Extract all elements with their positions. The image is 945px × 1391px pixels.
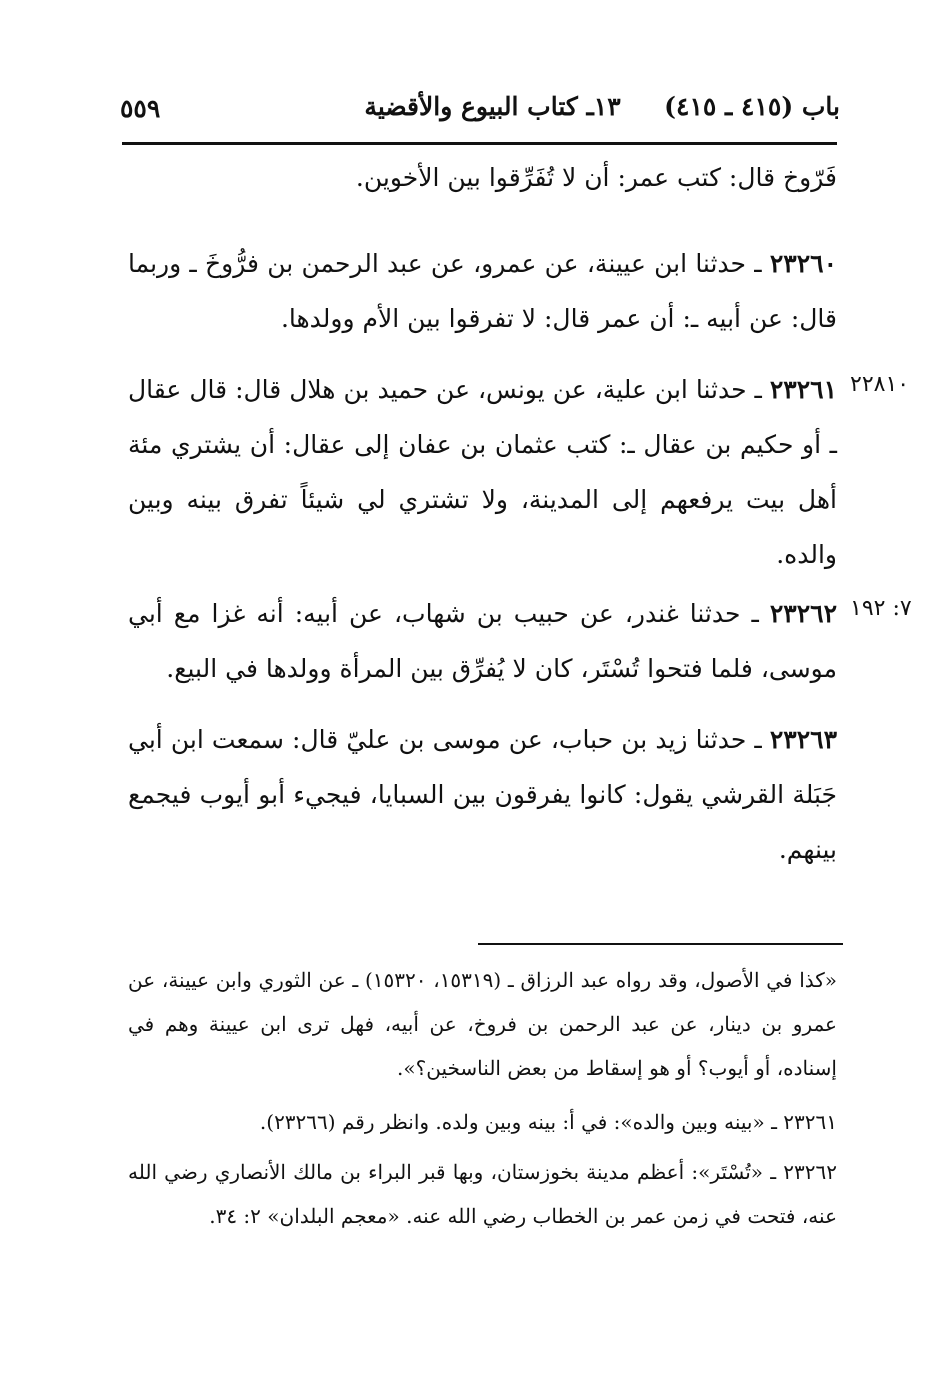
hadith-number: ٢٣٢٦١ <box>769 375 837 404</box>
hadith-23260 <box>128 236 837 346</box>
hadith-text: ـ حدثنا ابن عيينة، عن عمرو، عن عبد الرحمن بن فرُّوخَ ـ وربما قال: عن أبيه ـ: أن عمر قال: لا تفرقوا بين الأم وولدها. <box>128 249 837 333</box>
hadith-23262 <box>128 586 837 696</box>
paragraph-text: فَرّوخ قال: كتب عمر: أن لا تُفَرِّقوا بين الأخوين. <box>355 163 837 192</box>
hadith-number: ٢٣٢٦٠ <box>769 249 837 278</box>
paragraph-continuation <box>128 150 837 205</box>
header-divider <box>122 142 837 145</box>
footnote: ٢٣٢٦٢ ـ «تُسْتَر»: أعظم مدينة بخوزستان، وبها قبر البراء بن مالك الأنصاري رضي الله عنه، فتحت في زمن عمر بن الخطاب رضي الله عنه. «معجم البلدان» ٢: ٣٤. <box>128 1160 837 1228</box>
margin-reference: ٢٢٨١٠ <box>850 372 910 397</box>
hadith-text: ـ حدثنا غندر، عن حبيب بن شهاب، عن أبيه: أنه غزا مع أبي موسى، فلما فتحوا تُسْتَر، كان لا يُفرِّق بين المرأة وولدها في البيع. <box>128 599 837 683</box>
hadith-text: ـ حدثنا زيد بن حباب، عن موسى بن عليّ قال: سمعت ابن أبي جَبَلة القرشي يقول: كانوا يفرقون بين السبايا، فيجيء أبو أيوب فيجمع بينهم. <box>128 725 837 864</box>
running-header: باب (٤١٥ ـ ٤١٥) ١٣ـ كتاب البيوع والأقضية <box>364 92 840 121</box>
hadith-number: ٢٣٢٦٢ <box>769 599 837 628</box>
footnote: «كذا في الأصول، وقد رواه عبد الرزاق ـ (١٥٣١٩، ١٥٣٢٠) ـ عن الثوري وابن عيينة، عن عمرو بن دينار، عن عبد الرحمن بن فروخ، عن أبيه، فهل ترى ابن عيينة وهم في إسناده، أو أيوب؟ أو هو إسقاط من بعض الناسخين؟». <box>128 968 838 1080</box>
page-number: ٥٥٩ <box>120 94 161 123</box>
hadith-23263 <box>128 712 837 877</box>
footnote-divider <box>478 943 843 945</box>
hadith-text: ـ حدثنا ابن علية، عن يونس، عن حميد بن هلال قال: قال عقال ـ أو حكيم بن عقال ـ: كتب عثمان بن عفان إلى عقال: أن يشتري مئة أهل بيت يرفعهم إلى المدينة، ولا تشتري لي شيئاً تفرق بينه وبين والده. <box>128 375 837 569</box>
footnote: ٢٣٢٦١ ـ «بينه وبين والده»: في أ: بينه وبين ولده. وانظر رقم (٢٣٢٦٦). <box>259 1110 837 1134</box>
margin-reference: ٧: ١٩٢ <box>850 596 912 621</box>
hadith-number: ٢٣٢٦٣ <box>769 725 837 754</box>
hadith-23261 <box>128 362 837 582</box>
